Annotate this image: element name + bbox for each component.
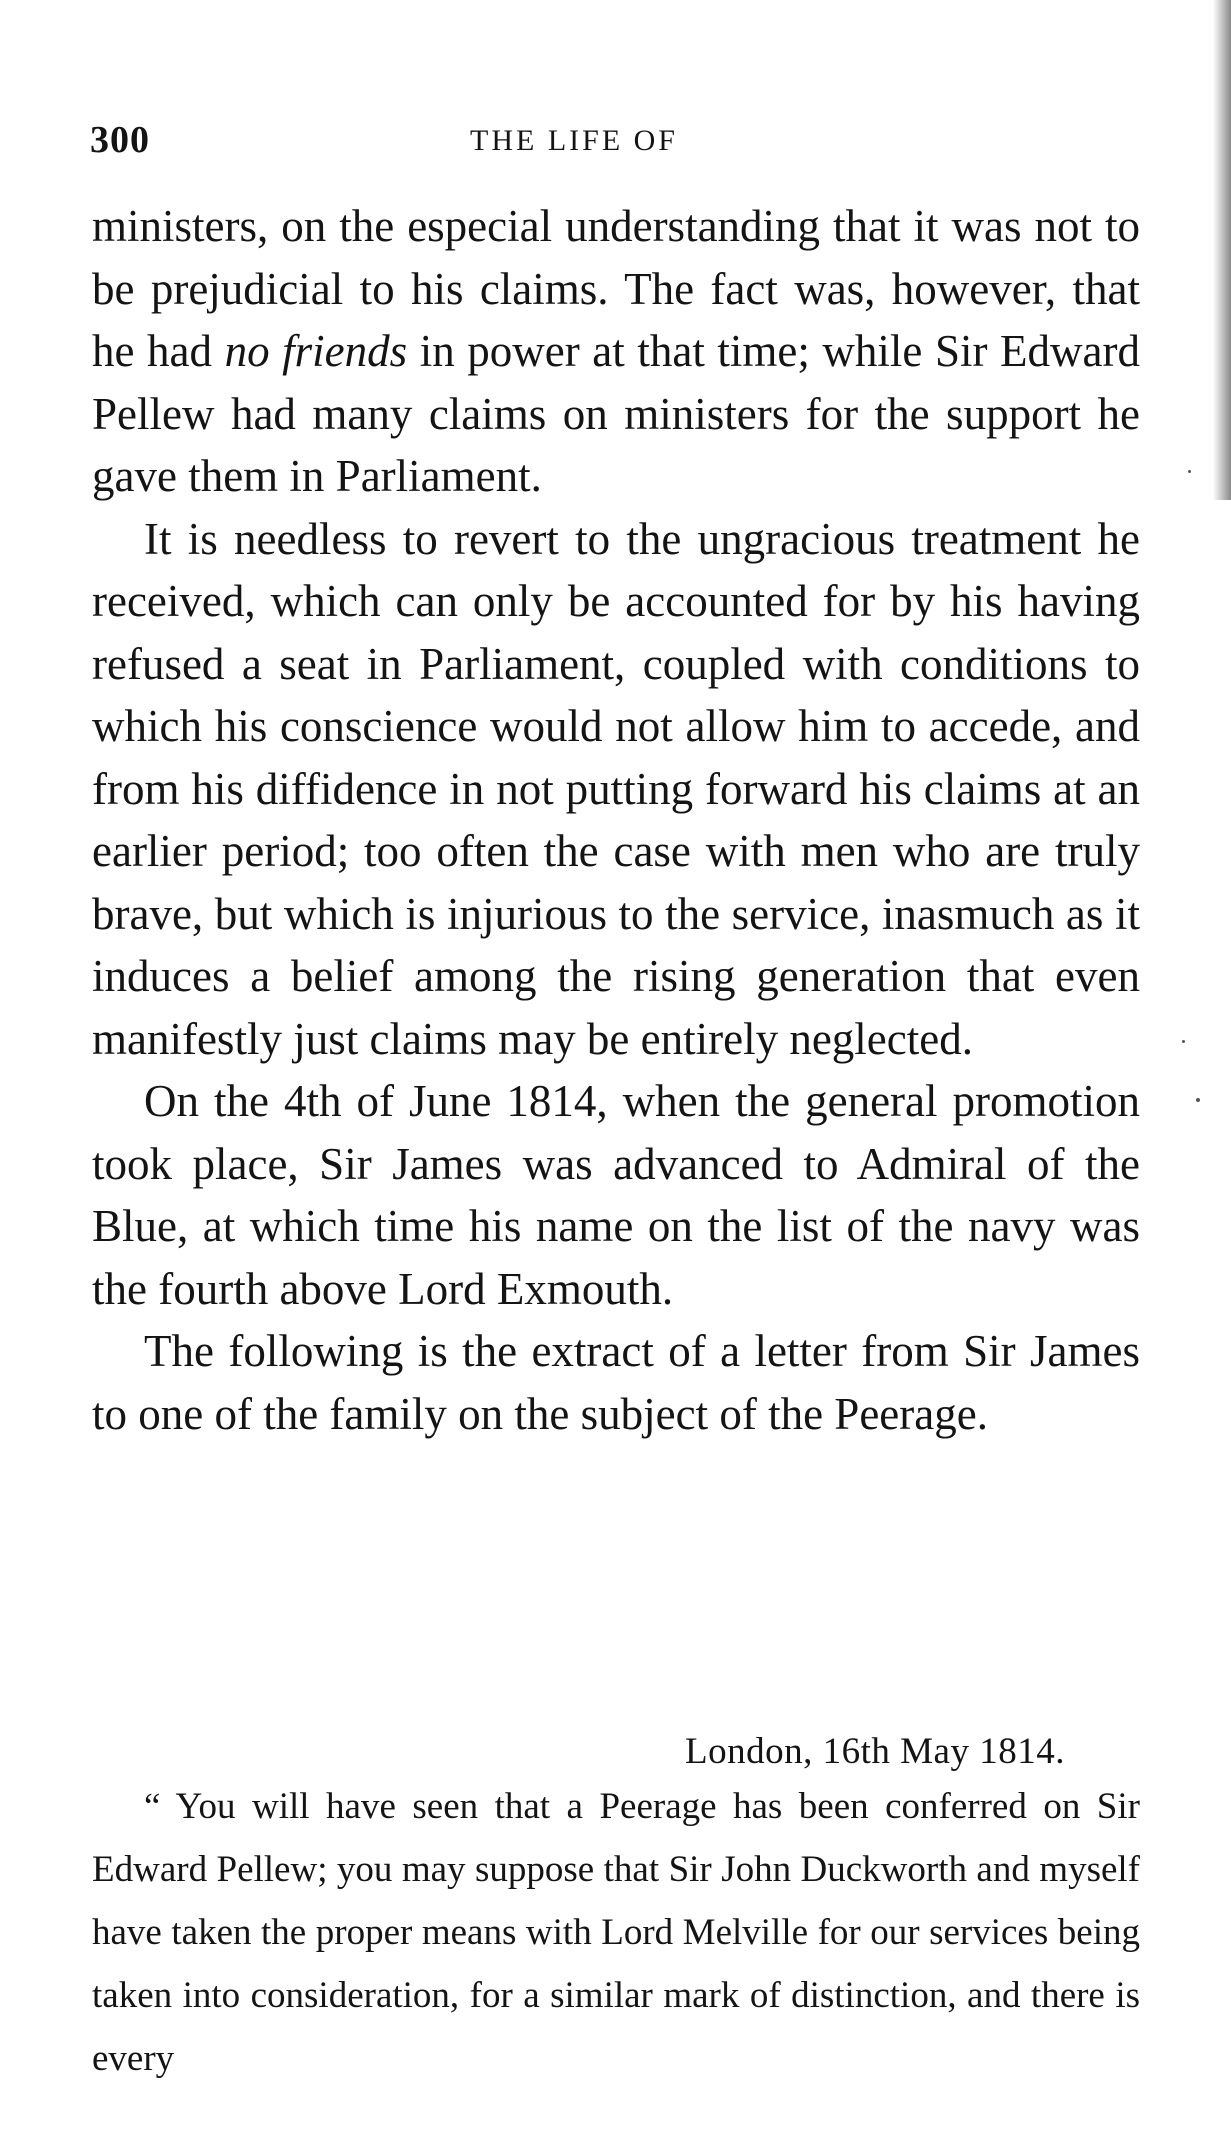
body-text <box>92 195 1140 1445</box>
paragraph-4: The following is the extract of a letter from Sir James to one of the family on the subject of the Peerage. <box>92 1326 1140 1439</box>
running-head: THE LIFE OF <box>470 124 678 157</box>
page-header <box>90 118 1130 168</box>
paragraph-1-part-1: ministers, on the especial understanding that it was not to be prejudicial to his claims. The fact was, however, that he had <box>92 201 1140 376</box>
letter-extract <box>92 1775 1140 2090</box>
ink-speck <box>1182 1040 1185 1043</box>
letter-paragraph: “ You will have seen that a Peerage has been conferred on Sir Edward Pellew; you may suppose that Sir John Duckworth and myself have taken the proper means with Lord Melville for our services being taken into consideration, for a similar mark of distinction, and there is every <box>92 1786 1140 2079</box>
paragraph-3: On the 4th of June 1814, when the general promotion took place, Sir James was advanced to Admiral of the Blue, at which time his name on the list of the navy was the fourth above Lord Exmouth. <box>92 1076 1140 1314</box>
ink-speck <box>1188 470 1191 473</box>
ink-speck <box>1196 1098 1200 1102</box>
emphasis-no-friends: no friends <box>224 326 408 376</box>
letter-dateline: London, 16th May 1814. <box>685 1731 1065 1772</box>
page-number: 300 <box>90 119 150 161</box>
paragraph-1 <box>92 195 1140 508</box>
page-edge-shadow <box>1213 0 1231 500</box>
paragraph-2: It is needless to revert to the ungracious treatment he received, which can only be accounted for by his having refused a seat in Parliament, coupled with conditions to which his conscience would not allow him to accede, and from his diffidence in not putting forward his claims at an earlier period; too often the case with men who are truly brave, but which is injurious to the service, inasmuch as it induces a belief among the rising generation that even manifestly just claims may be entirely neglected. <box>92 513 1140 1064</box>
paragraph-1-part-2: in power at that time; while Sir Edward Pellew had many claims on ministers for the support he gave them in Parliament. <box>92 326 1140 501</box>
